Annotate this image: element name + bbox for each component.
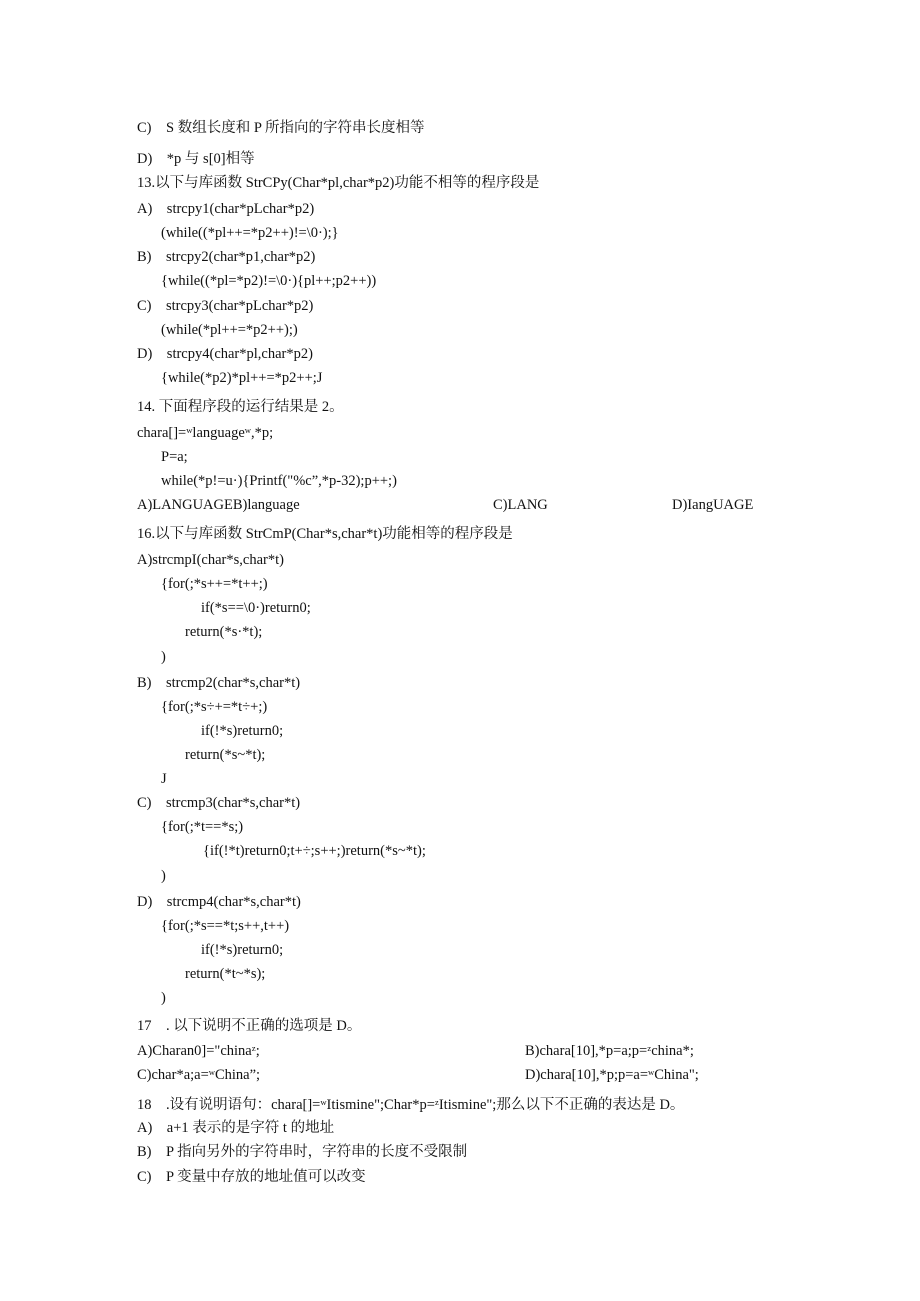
q16-option-a: A)strcmpI(char*s,char*t): [137, 552, 284, 568]
q16-option-b-code-4: J: [161, 771, 167, 787]
q14-option-ab: A)LANGUAGEB)language: [137, 497, 300, 513]
q17-option-a: A)Charan0]="chinaᶻ;: [137, 1043, 260, 1059]
q13-option-a: A) strcpy1(char*pLchar*p2): [137, 201, 315, 217]
q14-option-c: C)LANG: [493, 497, 548, 513]
q13-option-c: C) strcpy3(char*pLchar*p2): [137, 298, 314, 314]
q17-option-b: B)chara[10],*p=a;p=ᶻchina*;: [525, 1043, 694, 1059]
q16-option-a-code-2: if(*s==\0·)return0;: [201, 600, 311, 616]
q16-option-c-code-2: {if(!*t)return0;t+÷;s++;)return(*s~*t);: [203, 843, 426, 859]
q16-option-c-code-1: {for(;*t==*s;): [161, 819, 244, 835]
question-16: 16.以下与库函数 StrCmP(Char*s,char*t)功能相等的程序段是: [137, 526, 513, 542]
question-18: 18 .设有说明语句：chara[]=ʷItismine";Char*p=ᶻItismine";那么以下不正确的表达是 D。: [137, 1097, 685, 1113]
q16-option-d-code-2: if(!*s)return0;: [201, 942, 284, 958]
q13-option-c-code: (while(*pl++=*p2++);): [161, 322, 298, 338]
q16-option-c: C) strcmp3(char*s,char*t): [137, 795, 301, 811]
q18-option-b: B) P 指向另外的字符串时，字符串的长度不受限制: [137, 1144, 468, 1160]
q16-option-a-code-3: return(*s·*t);: [185, 624, 263, 640]
option-d-text: D) *p 与 s[0]相等: [137, 151, 255, 167]
q18-option-c: C) P 变量中存放的地址值可以改变: [137, 1169, 366, 1185]
q16-option-a-code-1: {for(;*s++=*t++;): [161, 576, 268, 592]
q17-option-d: D)chara[10],*p;p=a=ʷChina";: [525, 1067, 699, 1083]
question-14: 14. 下面程序段的运行结果是 2。: [137, 399, 344, 415]
q18-option-a: A) a+1 表示的是字符 t 的地址: [137, 1120, 335, 1136]
q16-option-d-code-1: {for(;*s==*t;s++,t++): [161, 918, 290, 934]
q16-option-d-code-4: ): [161, 990, 166, 1006]
q13-option-d: D) strcpy4(char*pl,char*p2): [137, 346, 313, 362]
q16-option-b-code-1: {for(;*s÷+=*t÷+;): [161, 699, 268, 715]
q14-code-line-3: while(*p!=u·){Printf("%c”,*p-32);p++;): [161, 473, 397, 489]
q16-option-b: B) strcmp2(char*s,char*t): [137, 675, 301, 691]
q16-option-d: D) strcmp4(char*s,char*t): [137, 894, 301, 910]
question-13: 13.以下与库函数 StrCPy(Char*pl,char*p2)功能不相等的程序段是: [137, 175, 540, 191]
q16-option-c-code-3: ): [161, 868, 166, 884]
q16-option-b-code-3: return(*s~*t);: [185, 747, 266, 763]
q13-option-d-code: {while(*p2)*pl++=*p2++;J: [161, 370, 323, 386]
q14-code-line-2: P=a;: [161, 449, 188, 465]
q16-option-d-code-3: return(*t~*s);: [185, 966, 266, 982]
q16-option-a-code-4: ): [161, 649, 166, 665]
q14-option-d: D)IangUAGE: [672, 497, 754, 513]
q17-option-c: C)char*a;a=ʷChina”;: [137, 1067, 261, 1083]
q16-option-b-code-2: if(!*s)return0;: [201, 723, 284, 739]
q13-option-b: B) strcpy2(char*p1,char*p2): [137, 249, 316, 265]
question-17: 17 . 以下说明不正确的选项是 D。: [137, 1018, 362, 1034]
q13-option-b-code: {while((*pl=*p2)!=\0·){pl++;p2++)): [161, 273, 377, 289]
q13-option-a-code: (while((*pl++=*p2++)!=\0·);}: [161, 225, 339, 241]
q14-code-line-1: chara[]=ʷlanguageʷ,*p;: [137, 425, 274, 441]
option-c-text: C) S 数组长度和 P 所指向的字符串长度相等: [137, 120, 425, 136]
